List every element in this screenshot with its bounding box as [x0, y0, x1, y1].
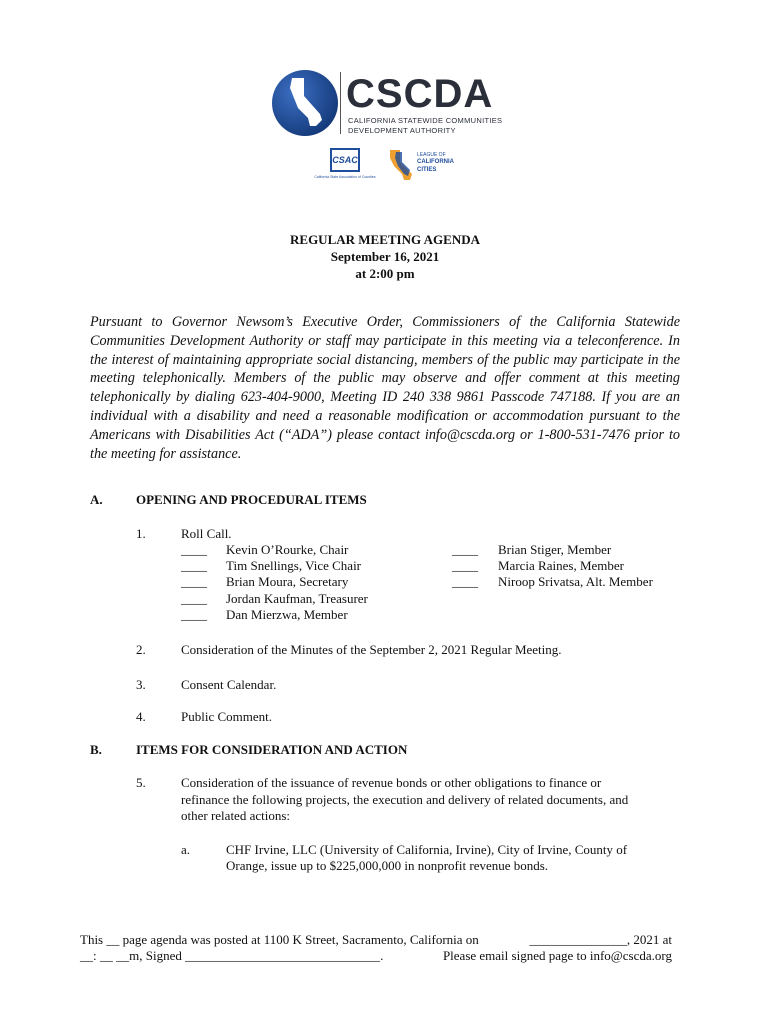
- roll-call-blank: ____: [452, 574, 478, 589]
- logo-wordmark: CSCDA: [346, 72, 494, 116]
- logo-subtitle-line2: DEVELOPMENT AUTHORITY: [348, 126, 456, 135]
- item-2-number: 2.: [136, 642, 146, 657]
- california-state-icon: [386, 148, 416, 182]
- signature-blank: __: __ __m, Signed ______________________________.: [80, 948, 384, 963]
- section-a-title: OPENING AND PROCEDURAL ITEMS: [136, 492, 367, 507]
- csac-caption: California State Association of Counties: [314, 175, 376, 179]
- item-5a-line: CHF Irvine, LLC (University of California, Irvine), City of Irvine, County of: [226, 842, 628, 857]
- item-5-line: other related actions:: [181, 808, 291, 823]
- roll-call-blank: ____: [181, 558, 207, 573]
- logo-subtitle-line1: CALIFORNIA STATEWIDE COMMUNITIES: [348, 116, 503, 125]
- roll-call-member: Kevin O’Rourke, Chair: [226, 542, 349, 557]
- item-5-number: 5.: [136, 775, 146, 790]
- section-b-letter: B.: [90, 742, 102, 757]
- roll-call-member: Tim Snellings, Vice Chair: [226, 558, 362, 573]
- posting-date-blank: _______________, 2021 at: [529, 932, 672, 947]
- item-5a-line: Orange, issue up to $225,000,000 in nonprofit revenue bonds.: [226, 858, 549, 873]
- roll-call-blank: ____: [452, 558, 478, 573]
- cities-line2: CALIFORNIA: [417, 159, 454, 165]
- posting-statement-line1: [80, 932, 672, 948]
- item-4-number: 4.: [136, 709, 146, 724]
- roll-call-blank: ____: [181, 591, 207, 606]
- item-4-text: Public Comment.: [181, 709, 272, 724]
- item-2-text: Consideration of the Minutes of the September 2, 2021 Regular Meeting.: [181, 642, 562, 657]
- item-1-label: Roll Call.: [181, 526, 232, 541]
- section-a-letter: A.: [90, 492, 103, 507]
- item-3-text: Consent Calendar.: [181, 677, 277, 692]
- cscda-logo: [270, 68, 510, 140]
- cities-line1: LEAGUE OF: [417, 152, 446, 158]
- agenda-date: September 16, 2021: [330, 249, 440, 264]
- cities-line3: CITIES: [417, 167, 437, 173]
- roll-call-member: Niroop Srivatsa, Alt. Member: [498, 574, 653, 589]
- teleconference-notice: Pursuant to Governor Newsom’s Executive Order, Commissioners of the California Statewide Communities Development Authority or staff may participate in this meeting via a teleconference. In the interest of maintaining appropriate social distancing, members of the public may participate in the meeting telephonically. Members of the public may observe and offer comment at this meeting telephonically by dialing 623-404-9000, Meeting ID 240 338 9861 Passcode 747188. If you are an individual with a disability and need a reasonable modification or accommodation pursuant to the Americans with Disabilities Act (“ADA”) please contact info@cscda.org or 1-800-531-7476 prior to the meeting for assistance.: [90, 314, 680, 462]
- california-seal-icon: [270, 68, 340, 138]
- posting-statement-text: This __ page agenda was posted at 1100 K Street, Sacramento, California on: [80, 932, 479, 947]
- league-of-cities-logo: [386, 146, 456, 184]
- csac-mark: CSAC: [330, 148, 360, 172]
- roll-call-blank: ____: [181, 542, 207, 557]
- item-3-number: 3.: [136, 677, 146, 692]
- section-b-title: ITEMS FOR CONSIDERATION AND ACTION: [136, 742, 408, 757]
- roll-call-member: Dan Mierzwa, Member: [226, 607, 348, 622]
- agenda-time: at 2:00 pm: [355, 266, 415, 281]
- roll-call-member: Brian Moura, Secretary: [226, 574, 349, 589]
- csac-logo: [312, 146, 378, 182]
- roll-call-blank: ____: [452, 542, 478, 557]
- roll-call-member: Marcia Raines, Member: [498, 558, 624, 573]
- item-5a-letter: a.: [181, 842, 191, 857]
- posting-statement-line2: [80, 948, 672, 964]
- logo-divider: [340, 72, 341, 134]
- agenda-title: REGULAR MEETING AGENDA: [290, 232, 480, 247]
- email-instruction: Please email signed page to info@cscda.org: [442, 948, 672, 963]
- item-1-number: 1.: [136, 526, 146, 541]
- item-5-line: Consideration of the issuance of revenue bonds or other obligations to finance or: [181, 775, 602, 790]
- item-5-line: refinance the following projects, the execution and delivery of related documents, and: [181, 792, 629, 807]
- roll-call-blank: ____: [181, 574, 207, 589]
- roll-call-member: Jordan Kaufman, Treasurer: [226, 591, 368, 606]
- roll-call-member: Brian Stiger, Member: [498, 542, 612, 557]
- roll-call-blank: ____: [181, 607, 207, 622]
